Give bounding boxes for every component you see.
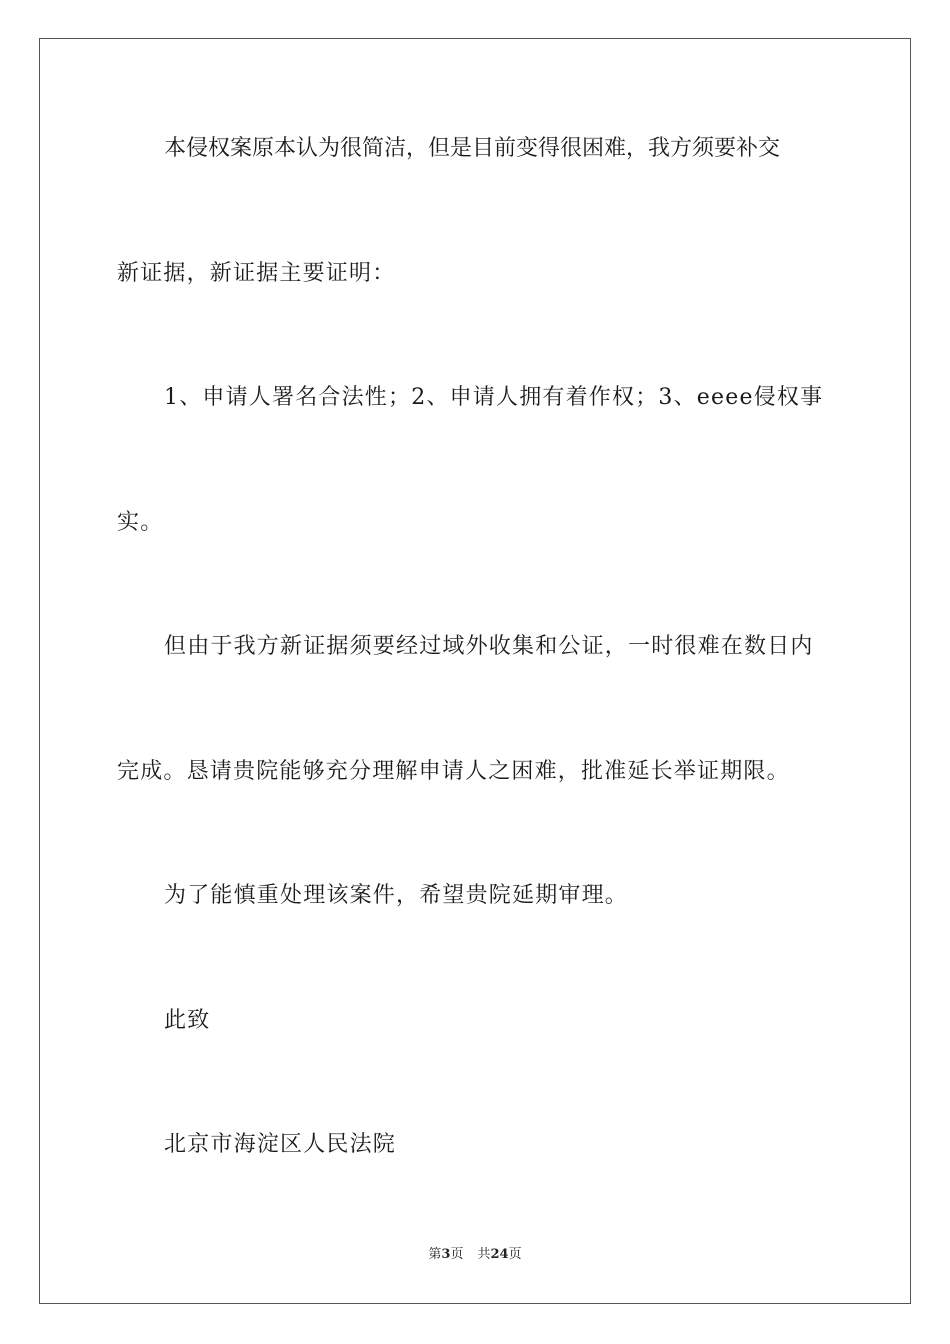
salutation: 此致 (164, 1008, 211, 1033)
total-prefix: 共 (477, 1247, 491, 1262)
page-frame (39, 38, 911, 1304)
page-suffix: 页 (450, 1247, 464, 1262)
paragraph-1-line-2: 新证据，新证据主要证明： (117, 261, 396, 286)
total-pages: 24 (490, 1247, 509, 1262)
paragraph-1-line-1-text: 本侵权案原本认为很简洁，但是目前变得很困难，我方须要补交 (164, 136, 781, 161)
paragraph-3-line-1: 但由于我方新证据须要经过域外收集和公证，一时很难在数日内 (164, 634, 814, 659)
recipient-court: 北京市海淀区人民法院 (164, 1132, 397, 1157)
paragraph-4: 为了能慎重处理该案件，希望贵院延期审理。 (164, 883, 629, 908)
paragraph-2-line-1: 1、申请人署名合法性；2、申请人拥有着作权；3、eeee侵权事 (164, 385, 824, 410)
page-prefix: 第 (428, 1247, 442, 1262)
page-footer (0, 1246, 950, 1264)
paragraph-2-line-2: 实。 (117, 510, 164, 535)
page-number: 3 (441, 1247, 451, 1262)
paragraph-3-line-2: 完成。恳请贵院能够充分理解申请人之困难，批准延长举证期限。 (117, 759, 790, 784)
paragraph-1-line-1 (164, 134, 830, 164)
total-suffix: 页 (508, 1247, 522, 1262)
